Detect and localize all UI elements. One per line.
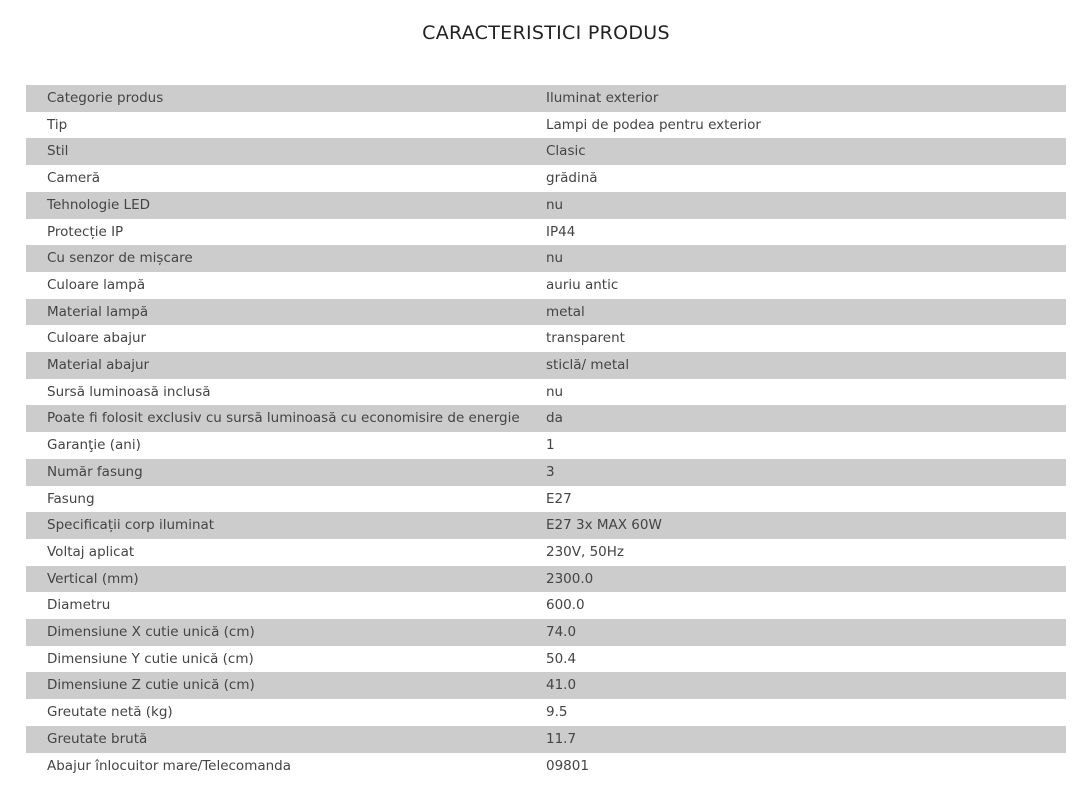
spec-value: da <box>546 405 1066 432</box>
table-row <box>26 486 1066 513</box>
table-row <box>26 432 1066 459</box>
spec-label: Categorie produs <box>26 85 546 112</box>
spec-label: Stil <box>26 138 546 165</box>
table-row <box>26 85 1066 112</box>
spec-label: Material lampă <box>26 299 546 326</box>
spec-label: Vertical (mm) <box>26 566 546 593</box>
table-row <box>26 245 1066 272</box>
table-row <box>26 138 1066 165</box>
spec-label: Greutate netă (kg) <box>47 704 173 721</box>
table-row <box>26 539 1066 566</box>
spec-value: nu <box>546 245 1066 272</box>
spec-value: 2300.0 <box>546 566 1066 593</box>
spec-label: Culoare lampă <box>47 276 146 293</box>
table-row <box>26 646 1066 673</box>
spec-label: Dimensiune Y cutie unică (cm) <box>47 650 254 667</box>
table-row <box>26 672 1066 699</box>
spec-value: nu <box>546 383 564 400</box>
spec-label: Voltaj aplicat <box>47 543 135 560</box>
spec-label: Cu senzor de mișcare <box>26 245 546 272</box>
table-row <box>26 192 1066 219</box>
spec-value: 600.0 <box>546 597 585 614</box>
spec-value: 1 <box>546 437 555 454</box>
spec-value: E27 <box>546 490 572 507</box>
spec-value: 41.0 <box>546 672 1066 699</box>
spec-label: Dimensiune Z cutie unică (cm) <box>26 672 546 699</box>
spec-label: Dimensiune X cutie unică (cm) <box>26 619 546 646</box>
spec-value: metal <box>546 299 1066 326</box>
table-row <box>26 699 1066 726</box>
table-row <box>26 325 1066 352</box>
table-row <box>26 112 1066 139</box>
spec-value: E27 3x MAX 60W <box>546 512 1066 539</box>
table-row <box>26 592 1066 619</box>
spec-value: grădină <box>546 170 598 187</box>
spec-value: 3 <box>546 459 1066 486</box>
table-row <box>26 512 1066 539</box>
spec-label: Poate fi folosit exclusiv cu sursă luminoasă cu economisire de energie <box>26 405 546 432</box>
spec-value: auriu antic <box>546 276 619 293</box>
table-row <box>26 165 1066 192</box>
spec-label: Greutate brută <box>26 726 546 753</box>
spec-label: Sursă luminoasă inclusă <box>47 383 211 400</box>
page-title: CARACTERISTICI PRODUS <box>422 22 670 44</box>
spec-value: 230V, 50Hz <box>546 543 625 560</box>
spec-label: Culoare abajur <box>47 330 147 347</box>
table-row <box>26 299 1066 326</box>
spec-value: 11.7 <box>546 726 1066 753</box>
specs-table-body <box>26 85 1066 779</box>
spec-value: transparent <box>546 330 625 347</box>
spec-label: Număr fasung <box>26 459 546 486</box>
spec-label: Garanţie (ani) <box>47 437 141 454</box>
spec-label: Material abajur <box>26 352 546 379</box>
spec-value: Iluminat exterior <box>546 85 1066 112</box>
table-row <box>26 726 1066 753</box>
table-row <box>26 566 1066 593</box>
table-row <box>26 379 1066 406</box>
spec-value: Clasic <box>546 138 1066 165</box>
table-row <box>26 753 1066 780</box>
spec-label: Diametru <box>47 597 111 614</box>
spec-value: nu <box>546 192 1066 219</box>
table-row <box>26 352 1066 379</box>
specs-table <box>26 85 1066 779</box>
spec-label: Cameră <box>47 170 100 187</box>
table-row <box>26 459 1066 486</box>
table-row <box>26 272 1066 299</box>
spec-value: 09801 <box>546 757 589 774</box>
spec-label: Abajur înlocuitor mare/Telecomanda <box>47 757 292 774</box>
spec-label: Tehnologie LED <box>26 192 546 219</box>
spec-label: Protecție IP <box>47 223 124 240</box>
spec-value: 50.4 <box>546 650 577 667</box>
spec-label: Fasung <box>47 490 95 507</box>
spec-value: Lampi de podea pentru exterior <box>546 116 761 133</box>
spec-value: 9.5 <box>546 704 568 721</box>
spec-label: Tip <box>47 116 68 133</box>
table-row <box>26 219 1066 246</box>
spec-value: 74.0 <box>546 619 1066 646</box>
table-row <box>26 405 1066 432</box>
spec-value: IP44 <box>546 223 576 240</box>
spec-label: Specificații corp iluminat <box>26 512 546 539</box>
spec-value: sticlă/ metal <box>546 352 1066 379</box>
table-row <box>26 619 1066 646</box>
